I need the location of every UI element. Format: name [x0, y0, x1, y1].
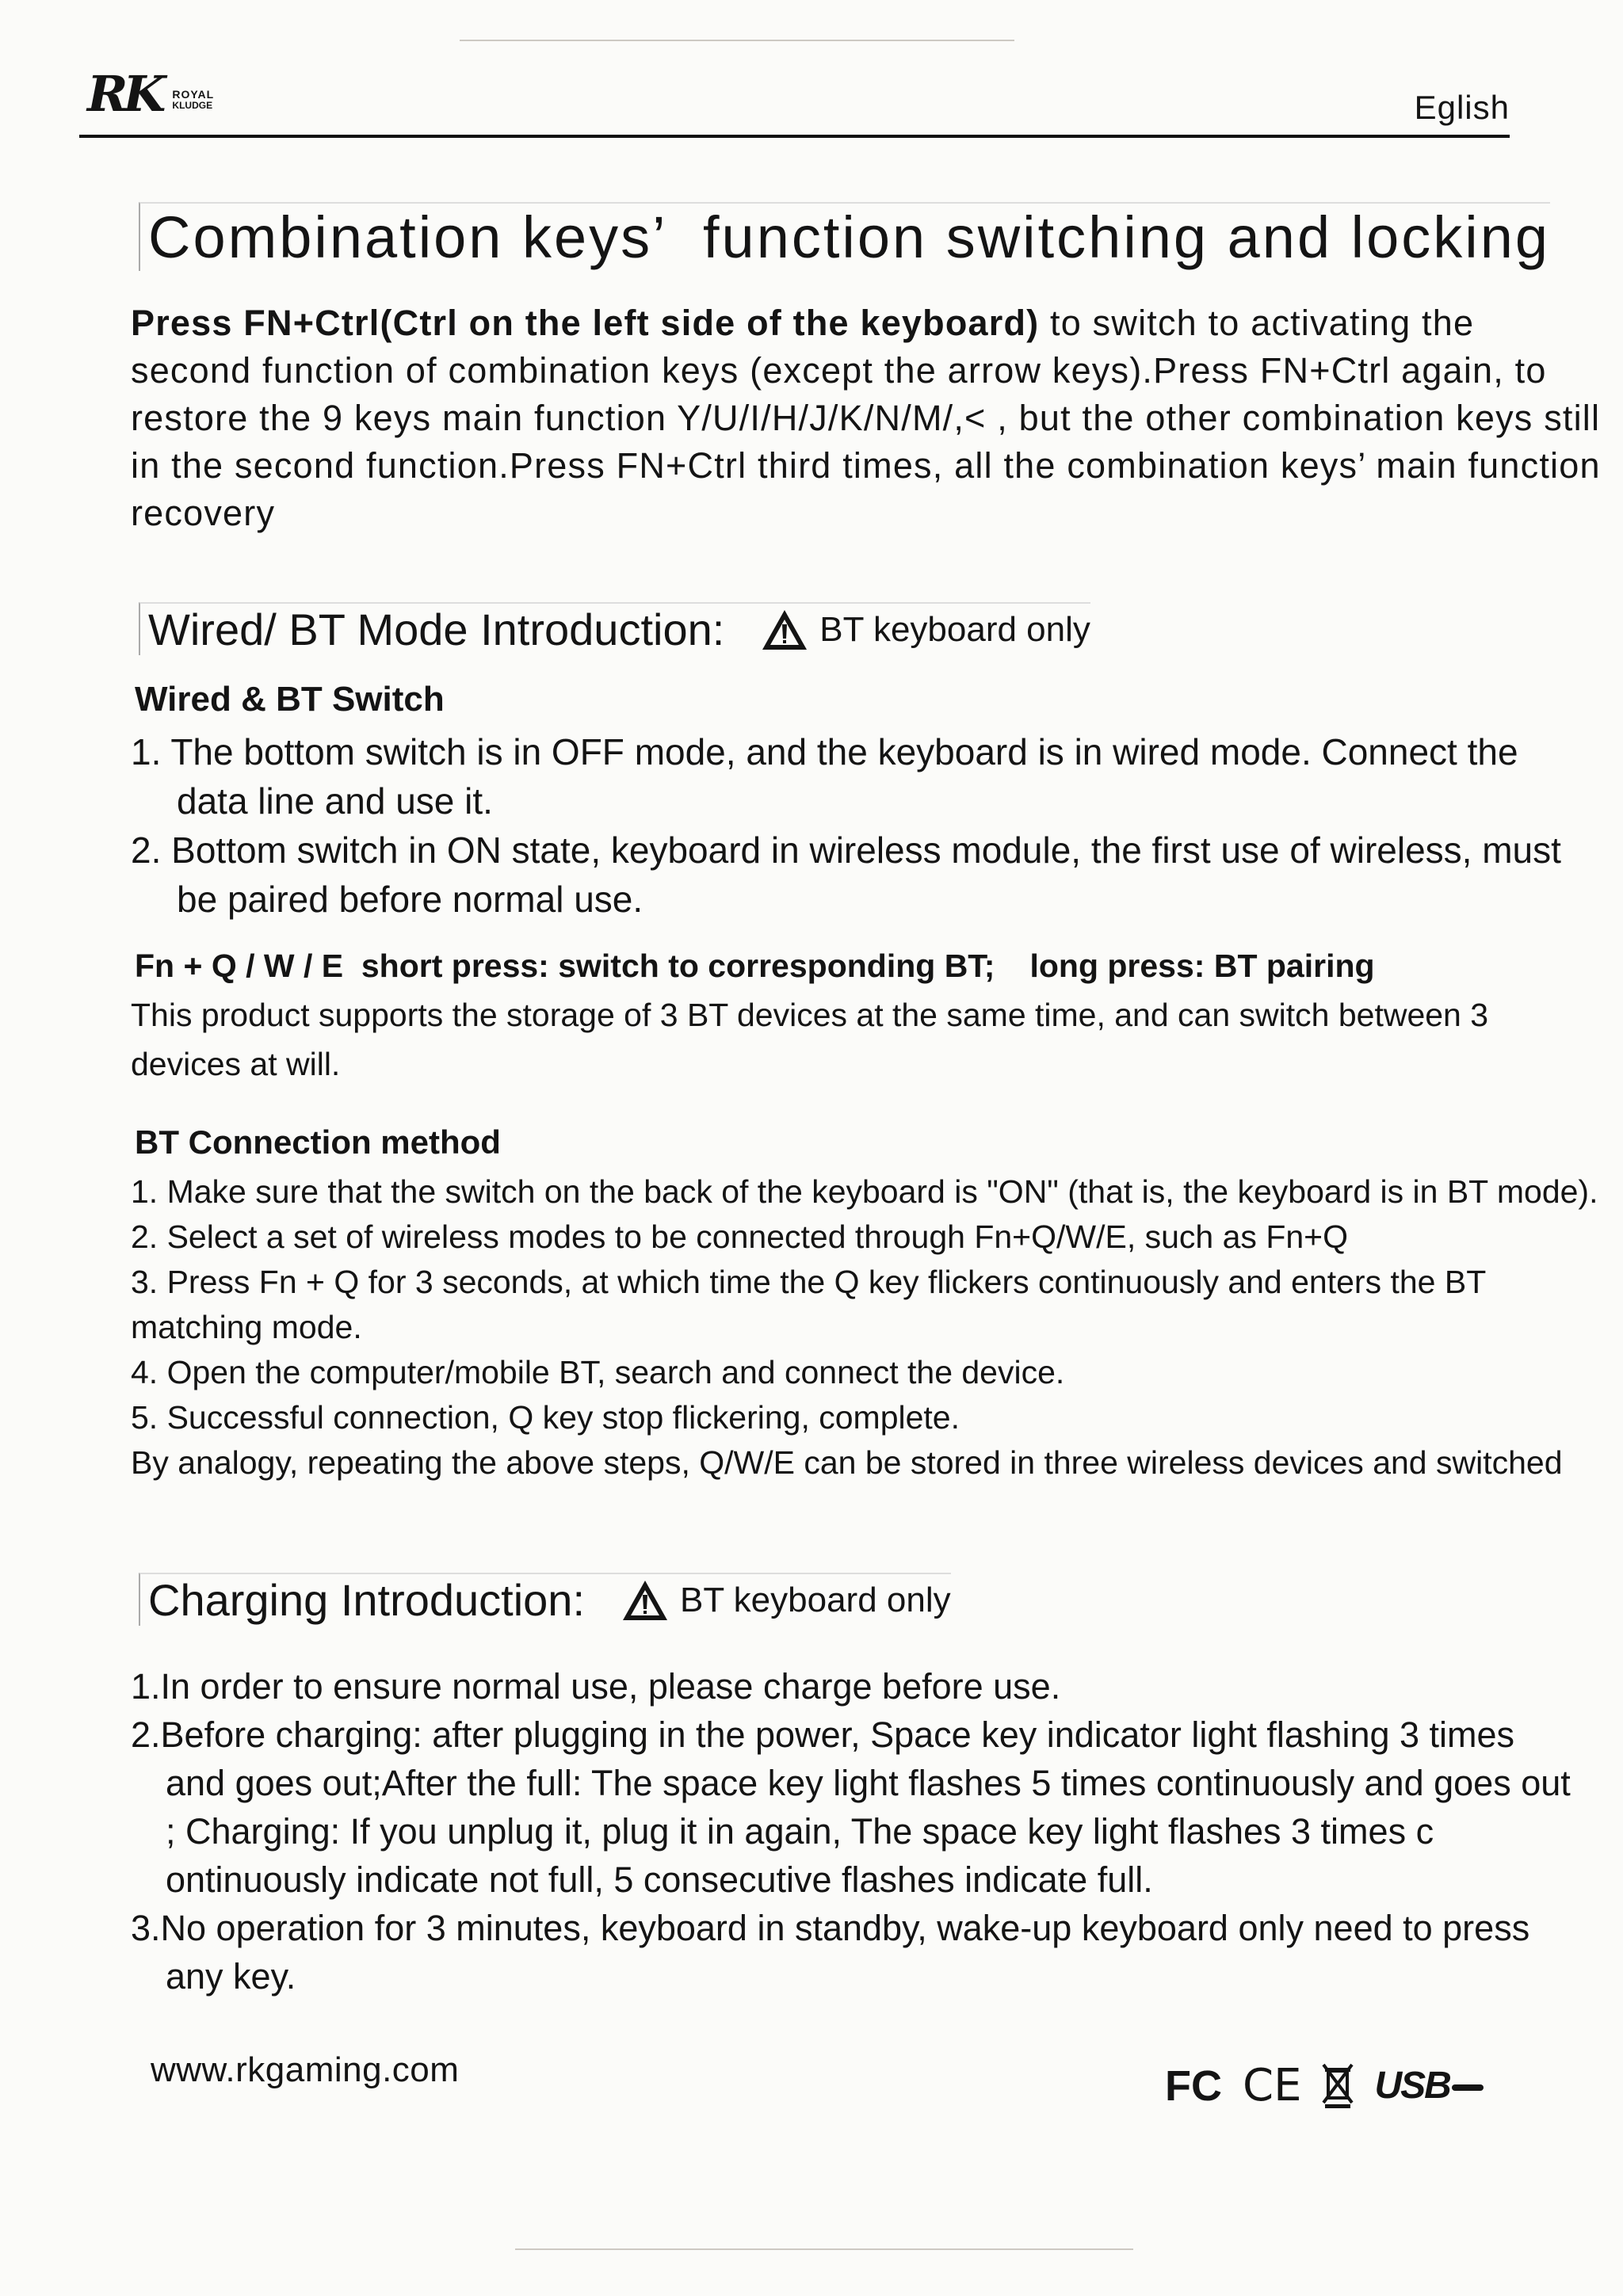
list-item: 3.No operation for 3 minutes, keyboard in standby, wake-up keyboard only need to press any key. — [131, 1908, 1530, 1997]
warning-icon — [621, 1579, 669, 1622]
logo-mark: RK — [87, 65, 162, 123]
scan-artifact-bottom — [515, 2248, 1133, 2250]
wired-bt-switch-list — [131, 727, 1581, 924]
fn-long-press: long press: BT pairing — [1029, 948, 1375, 984]
connection-tail: By analogy, repeating the above steps, Q/W/E can be stored in three wireless devices and switched — [131, 1444, 1563, 1481]
page-header — [79, 65, 1510, 144]
fn-shortcut-line — [135, 948, 1375, 985]
combination-keys-lead: Press FN+Ctrl(Ctrl on the left side of the keyboard) — [131, 303, 1040, 343]
section-title-text: Wired/ BT Mode Introduction: — [148, 605, 725, 654]
storage-note: This product supports the storage of 3 BT devices at the same time, and can switch between 3 devices at will. — [131, 997, 1489, 1082]
bt-only-warning — [761, 608, 1090, 651]
warning-text: BT keyboard only — [680, 1580, 951, 1619]
combination-keys-body: to switch to activating the second function of combination keys (except the arrow keys).Press FN+Ctrl again, to restore the 9 keys main function Y/U/I/H/J/K/N/M/,< , but the other combination keys still in the second function.Press FN+Ctrl third times, all the combination keys’ main function recovery — [131, 303, 1601, 533]
warning-text: BT keyboard only — [819, 609, 1090, 649]
list-item: 5. Successful connection, Q key stop flickering, complete. — [131, 1399, 960, 1436]
fcc-mark-icon: FC — [1165, 2061, 1222, 2110]
bt-only-warning — [621, 1579, 951, 1622]
list-item: 4. Open the computer/mobile BT, search and connect the device. — [131, 1354, 1065, 1390]
list-item: 2.Before charging: after plugging in the power, Space key indicator light flashing 3 times and goes out;After the full: The space key light flashes 5 times continuously and goes out ; Charging: If you unplug it, plug it in again, The space key light flashes 3 times c ontinuously indicate not full, 5 consecutive flashes indicate full. — [131, 1714, 1571, 1900]
header-divider — [79, 135, 1510, 138]
list-item: 2. Select a set of wireless modes to be connected through Fn+Q/W/E, such as Fn+Q — [131, 1219, 1348, 1255]
logo-subtitle — [172, 89, 214, 111]
brand-logo — [87, 65, 215, 123]
scan-artifact-top — [460, 40, 1014, 41]
wired-bt-switch-heading: Wired & BT Switch — [135, 680, 445, 719]
logo-sub-line-1: ROYAL — [172, 88, 215, 101]
certification-marks — [1165, 2060, 1484, 2111]
section-title-wired-bt — [139, 602, 1090, 655]
bt-connection-list — [131, 1169, 1605, 1486]
combination-keys-paragraph — [131, 299, 1605, 537]
weee-bin-icon — [1322, 2063, 1354, 2109]
list-item: 1. The bottom switch is in OFF mode, and the keyboard is in wired mode. Connect the data line and use it. — [131, 731, 1518, 822]
list-item: 1.In order to ensure normal use, please charge before use. — [131, 1666, 1061, 1707]
section-title-combination-keys — [139, 202, 1550, 271]
ce-mark-icon: CE — [1242, 2060, 1302, 2111]
section-title-text: Charging Introduction: — [148, 1575, 586, 1625]
fn-short-press: Fn + Q / W / E short press: switch to corresponding BT; — [135, 948, 995, 984]
list-item: 2. Bottom switch in ON state, keyboard in wireless module, the first use of wireless, must be paired before normal use. — [131, 830, 1561, 920]
section-title-charging — [139, 1573, 951, 1626]
website-link[interactable]: www.rkgaming.com — [151, 2050, 460, 2089]
warning-icon — [761, 608, 808, 651]
section-title-text: Combination keys’ function switching and locking — [148, 204, 1551, 270]
list-item: 3. Press Fn + Q for 3 seconds, at which time the Q key flickers continuously and enters the BT matching mode. — [131, 1264, 1486, 1345]
list-item: 1. Make sure that the switch on the back of the keyboard is "ON" (that is, the keyboard is in BT mode). — [131, 1173, 1598, 1210]
charging-list — [131, 1662, 1573, 2000]
logo-sub-line-2: KLUDGE — [172, 100, 213, 111]
language-label: Eglish — [1414, 89, 1510, 126]
usb-mark-icon: USB — [1374, 2064, 1483, 2107]
bt-connection-heading: BT Connection method — [135, 1123, 501, 1161]
